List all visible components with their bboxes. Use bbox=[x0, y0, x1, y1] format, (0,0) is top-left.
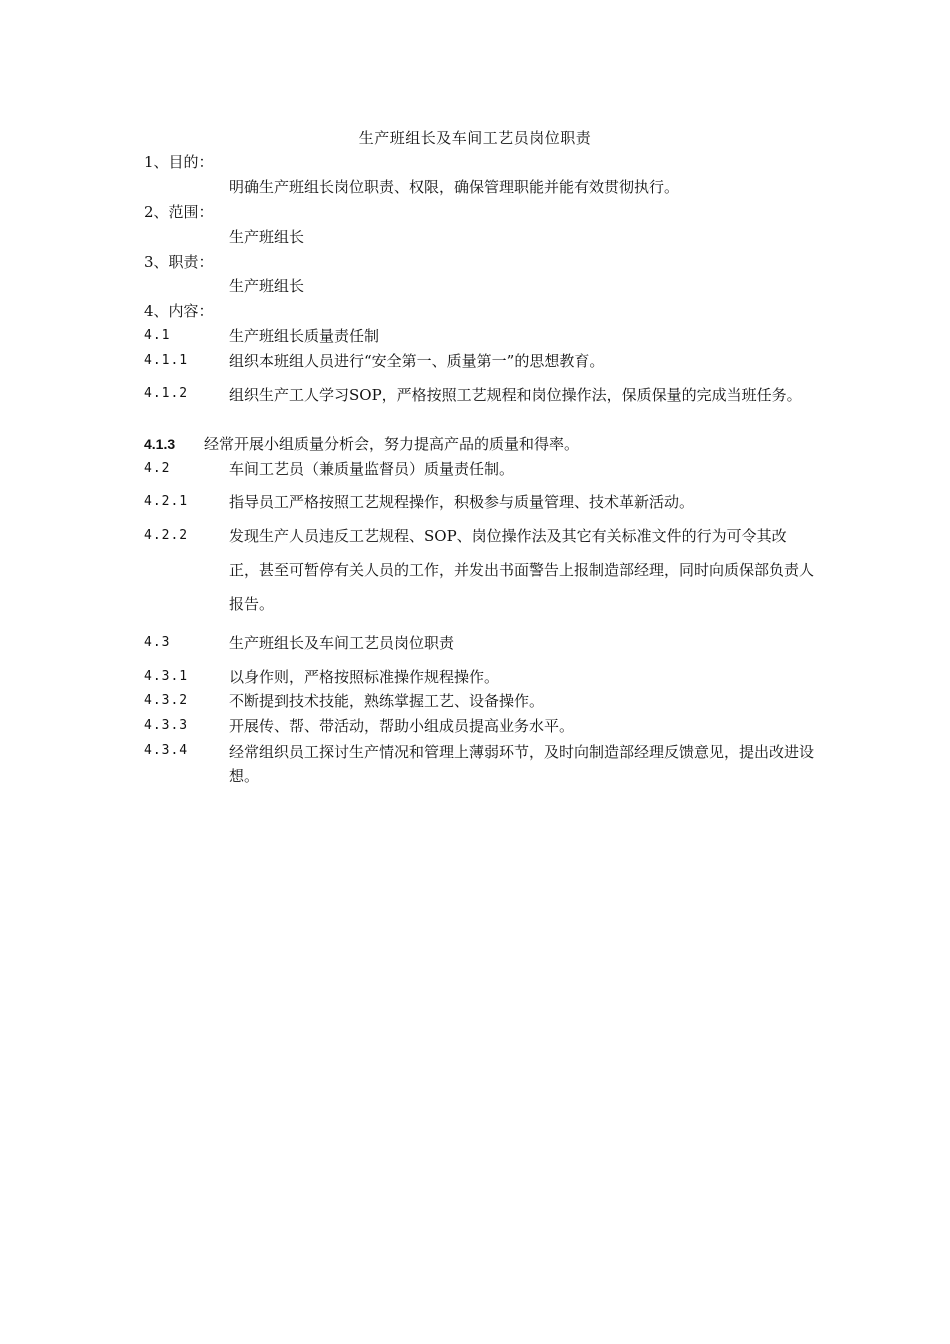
item-number: 4.2.1 bbox=[144, 494, 189, 509]
item-number: 4.3.2 bbox=[144, 693, 189, 708]
item-number: 4.3.4 bbox=[144, 743, 189, 758]
item-number: 4.3.1 bbox=[144, 669, 189, 684]
item-text: 以身作则，严格按照标准操作规程操作。 bbox=[229, 668, 500, 686]
section-body: 生产班组长 bbox=[229, 277, 305, 295]
item-text: 组织本班组人员进行“安全第一、质量第一”的思想教育。 bbox=[229, 352, 605, 370]
item-text: 经常开展小组质量分析会，努力提高产品的质量和得率。 bbox=[204, 435, 580, 453]
item-text: 经常组织员工探讨生产情况和管理上薄弱环节，及时向制造部经理反馈意见，提出改进设想。 bbox=[229, 743, 815, 785]
item-text: 开展传、帮、带活动，帮助小组成员提高业务水平。 bbox=[229, 717, 575, 735]
section-label: 3、职责： bbox=[144, 253, 214, 271]
section-label: 4、内容： bbox=[144, 302, 214, 320]
section-body: 生产班组长 bbox=[229, 228, 305, 246]
section-body: 明确生产班组长岗位职责、权限，确保管理职能并能有效贯彻执行。 bbox=[229, 178, 680, 196]
item-number: 4.1 bbox=[144, 328, 171, 343]
section-label: 1、目的： bbox=[144, 153, 214, 171]
item-number: 4.1.1 bbox=[144, 353, 189, 368]
item-number: 4.1.3 bbox=[144, 436, 176, 452]
section-label: 2、范围： bbox=[144, 203, 214, 221]
item-text: 发现生产人员违反工艺规程、SOP、岗位操作法及其它有关标准文件的行为可令其改正，甚至可暂停有关人员的工作，并发出书面警告上报制造部经理，同时向质保部负责人报告。 bbox=[229, 527, 815, 613]
item-text: 组织生产工人学习SOP，严格按照工艺规程和岗位操作法，保质保量的完成当班任务。 bbox=[229, 386, 802, 404]
document-title: 生产班组长及车间工艺员岗位职责 bbox=[358, 129, 592, 147]
item-text: 生产班组长质量责任制 bbox=[229, 327, 380, 345]
item-text: 指导员工严格按照工艺规程操作，积极参与质量管理、技术革新活动。 bbox=[229, 493, 695, 511]
item-number: 4.2 bbox=[144, 461, 171, 476]
item-text: 车间工艺员（兼质量监督员）质量责任制。 bbox=[229, 460, 515, 478]
item-text: 不断提到技术技能，熟练掌握工艺、设备操作。 bbox=[229, 692, 545, 710]
item-number: 4.2.2 bbox=[144, 528, 189, 543]
item-number: 4.1.2 bbox=[144, 386, 189, 401]
item-number: 4.3.3 bbox=[144, 718, 189, 733]
item-text: 生产班组长及车间工艺员岗位职责 bbox=[229, 634, 455, 652]
item-number: 4.3 bbox=[144, 635, 171, 650]
